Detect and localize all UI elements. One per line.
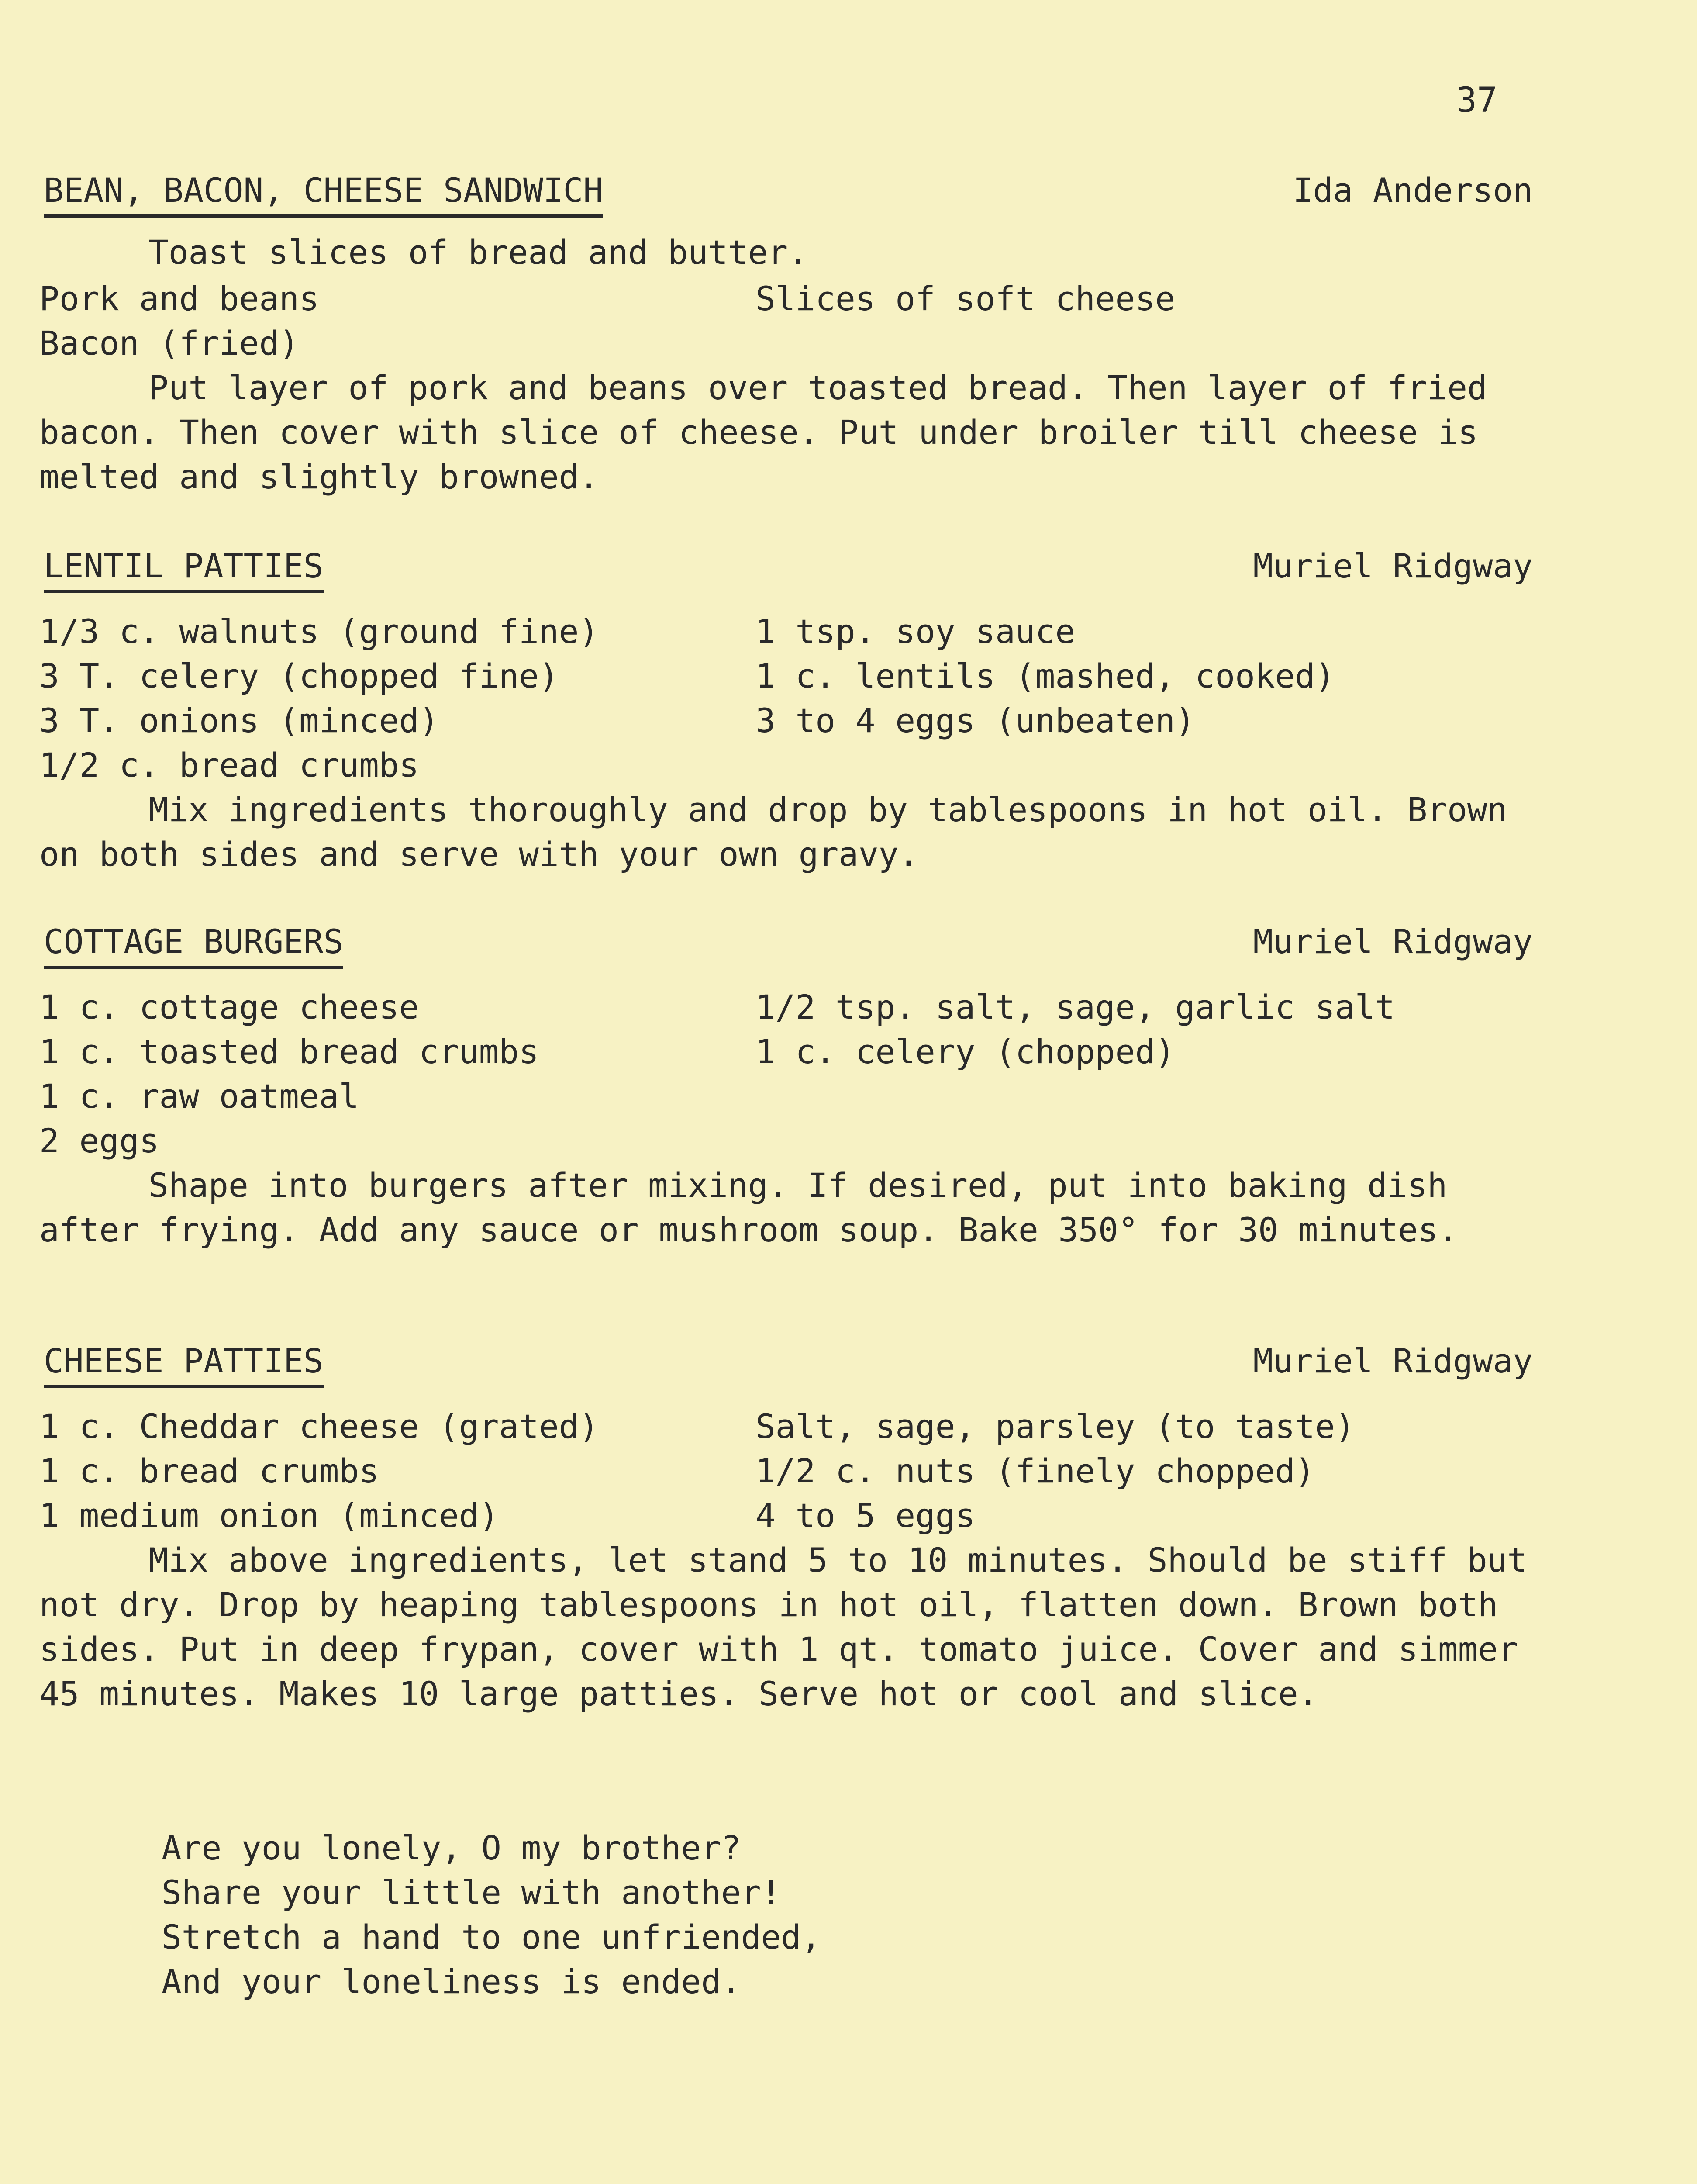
poem-line: Are you lonely, O my brother?: [162, 1828, 741, 1867]
recipe-directions: Mix ingredients thoroughly and drop by tablespoons in hot oil. Brown on both sides and serve with your own gravy.: [39, 790, 1507, 874]
ingredient: 1/2 c. bread crumbs: [39, 746, 419, 784]
ingredient-columns: [39, 276, 1533, 366]
ingredient-columns: [39, 609, 1533, 788]
ingredient: 3 to 4 eggs (unbeaten): [755, 701, 1195, 740]
recipe-author: Ida Anderson: [1293, 171, 1533, 210]
ingredient: 1 c. toasted bread crumbs: [39, 1032, 539, 1071]
ingredient: 1 medium onion (minced): [39, 1496, 499, 1535]
recipe-title: CHEESE PATTIES: [44, 1339, 324, 1388]
ingredient: 3 T. onions (minced): [39, 701, 439, 740]
ingredient: 1 c. raw oatmeal: [39, 1077, 359, 1116]
poem-line: Stretch a hand to one unfriended,: [162, 1918, 821, 1956]
recipe-cheese-patties: [39, 1339, 1533, 1716]
poem-line: And your loneliness is ended.: [162, 1962, 741, 2001]
recipe-title: BEAN, BACON, CHEESE SANDWICH: [44, 168, 603, 218]
ingredient: 1/2 c. nuts (finely chopped): [755, 1451, 1315, 1490]
ingredient: 1 c. cottage cheese: [39, 988, 419, 1026]
ingredient: 1 c. lentils (mashed, cooked): [755, 657, 1335, 695]
ingredient: 2 eggs: [39, 1121, 159, 1160]
recipe-title: COTTAGE BURGERS: [44, 919, 343, 969]
poem: [162, 1826, 821, 2004]
recipe-title: LENTIL PATTIES: [44, 544, 324, 593]
recipe-intro: Toast slices of bread and butter.: [148, 233, 808, 272]
recipe-bean-bacon-cheese-sandwich: [39, 168, 1533, 499]
ingredient: 1 c. Cheddar cheese (grated): [39, 1407, 599, 1446]
ingredient: 1 tsp. soy sauce: [755, 612, 1076, 651]
ingredient: 1/3 c. walnuts (ground fine): [39, 612, 599, 651]
recipe-directions: Mix above ingredients, let stand 5 to 10 minutes. Should be stiff but not dry. Drop by heaping tablespoons in hot oil, flatten down. Brown both sides. Put in deep frypan, cover with 1 qt. tomato juice. Cover and simmer 45 minutes. Makes 10 large patties. Serve hot or cool and slice.: [39, 1541, 1528, 1713]
ingredient: Bacon (fried): [39, 324, 299, 363]
ingredient: 4 to 5 eggs: [755, 1496, 976, 1535]
ingredient: Pork and beans: [39, 279, 319, 318]
ingredient: 1/2 tsp. salt, sage, garlic salt: [755, 988, 1395, 1026]
ingredient-columns: [39, 985, 1533, 1163]
ingredient: 3 T. celery (chopped fine): [39, 657, 559, 695]
ingredient-columns: [39, 1404, 1533, 1538]
ingredient: Slices of soft cheese: [755, 279, 1175, 318]
recipe-author: Muriel Ridgway: [1253, 1341, 1533, 1380]
ingredient: 1 c. bread crumbs: [39, 1451, 379, 1490]
recipe-directions: Put layer of pork and beans over toasted bread. Then layer of fried bacon. Then cover with slice of cheese. Put under broiler till cheese is melted and slightly browned.: [39, 368, 1487, 496]
recipe-lentil-patties: [39, 544, 1533, 877]
ingredient: Salt, sage, parsley (to taste): [755, 1407, 1355, 1446]
recipe-cottage-burgers: [39, 919, 1533, 1252]
page-number: 37: [1456, 81, 1497, 120]
poem-line: Share your little with another!: [162, 1873, 781, 1912]
recipe-author: Muriel Ridgway: [1253, 922, 1533, 961]
ingredient: 1 c. celery (chopped): [755, 1032, 1175, 1071]
recipe-author: Muriel Ridgway: [1253, 546, 1533, 585]
recipe-directions: Shape into burgers after mixing. If desired, put into baking dish after frying. Add any sauce or mushroom soup. Bake 350° for 30 minutes.: [39, 1166, 1458, 1249]
